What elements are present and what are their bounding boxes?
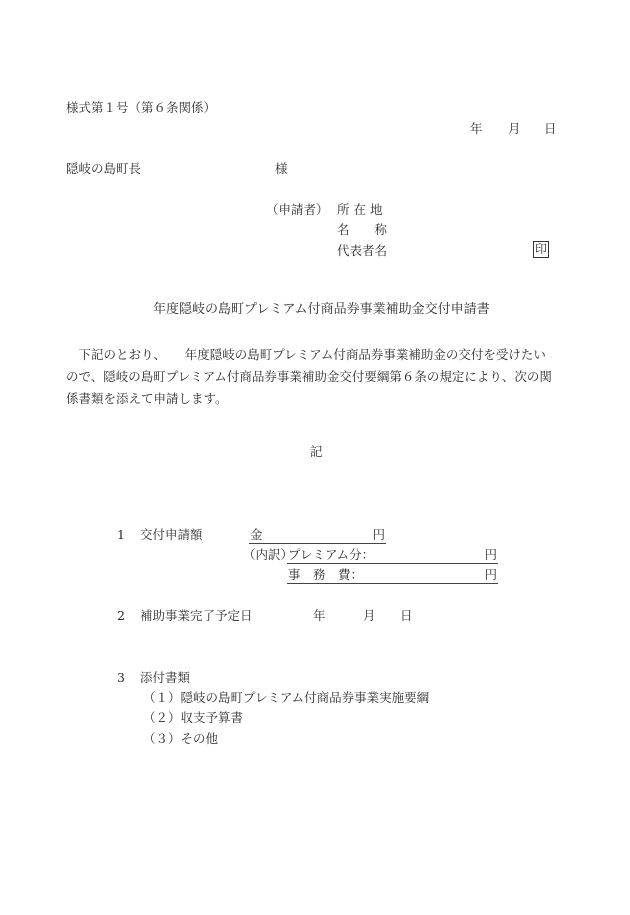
applicant-name-label: 名 称 — [337, 222, 388, 237]
item1-number: 1 — [117, 527, 125, 542]
item1-office-unit: 円 — [484, 567, 497, 582]
addressee-name: 隠岐の島町長 — [66, 161, 142, 176]
date-day-label: 日 — [544, 121, 557, 136]
item2-label: 補助事業完了予定日 — [140, 608, 253, 623]
item1-amount-field[interactable] — [249, 527, 386, 544]
attachment-item-1: （１）隠岐の島町プレミアム付商品券事業実施要綱 — [143, 690, 430, 705]
applicant-label: （申請者） — [266, 202, 329, 217]
attachment-item-2: （２）収支予算書 — [143, 710, 244, 725]
item1-label: 交付申請額 — [140, 527, 203, 542]
item2-number: 2 — [117, 608, 125, 623]
date-month-label: 月 — [508, 121, 521, 136]
item1-premium-unit: 円 — [484, 547, 497, 562]
item3-label: 添付書類 — [140, 670, 191, 685]
item2-day-label: 日 — [400, 608, 413, 623]
body-line-3: 係書類を添えて申請します。 — [66, 391, 228, 406]
item2-month-label: 月 — [363, 608, 376, 623]
item3-number: 3 — [117, 670, 125, 685]
seal-mark — [533, 241, 549, 258]
item1-office-label: 事 務 費： — [288, 567, 364, 582]
addressee-honorific: 様 — [275, 161, 288, 176]
item1-premium-label: プレミアム分： — [288, 547, 375, 562]
item2-year-label: 年 — [313, 608, 326, 623]
body-line-1: 下記のとおり、 年度隠岐の島町プレミアム付商品券事業補助金の交付を受けたい — [66, 347, 546, 362]
applicant-address-label: 所 在 地 — [337, 202, 383, 217]
form-number: 様式第１号（第６条関係） — [66, 100, 217, 115]
document-title: 年度隠岐の島町プレミアム付商品券事業補助金交付申請書 — [153, 302, 490, 317]
seal-icon: 印 — [535, 242, 548, 256]
item1-premium-field[interactable] — [287, 547, 498, 564]
applicant-representative-label: 代表者名 — [337, 243, 388, 258]
body-paragraph — [66, 344, 564, 410]
item1-office-expense-field[interactable] — [287, 567, 498, 584]
item1-amount-prefix: 金 — [250, 527, 263, 542]
ki-heading: 記 — [310, 444, 323, 459]
item1-amount-unit: 円 — [372, 527, 385, 542]
item1-breakdown-label: （内訳） — [243, 547, 294, 562]
body-line-2: ので、隠岐の島町プレミアム付商品券事業補助金交付要綱第６条の規定により、次の関 — [66, 369, 552, 384]
attachment-item-3: （３）その他 — [143, 731, 219, 746]
date-year-label: 年 — [470, 121, 483, 136]
